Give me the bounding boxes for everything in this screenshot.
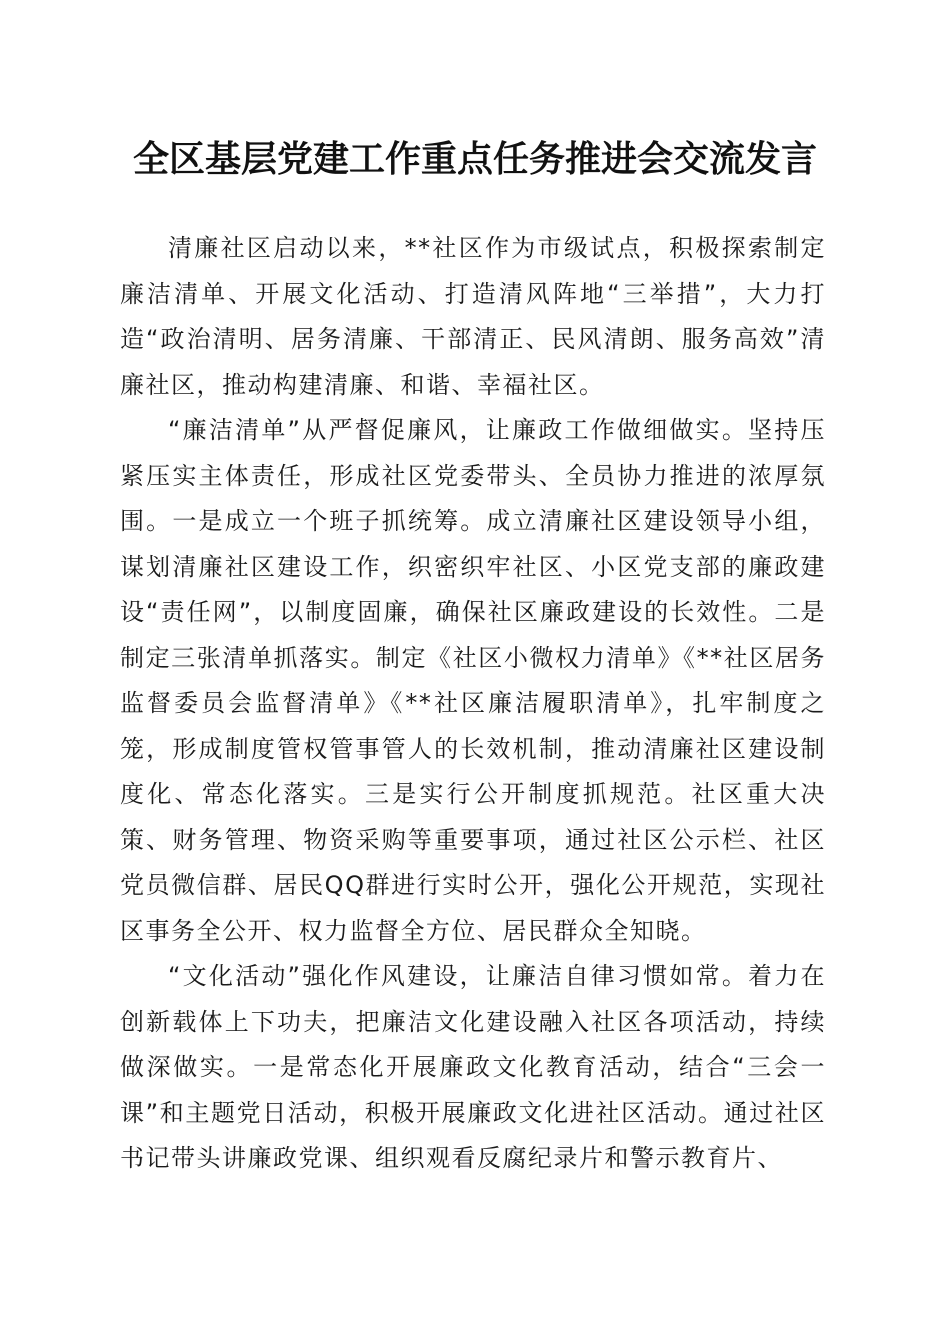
document-title: 全区基层党建工作重点任务推进会交流发言 bbox=[132, 138, 817, 180]
paragraph-integrity-list: “廉洁清单”从严督促廉风，让廉政工作做细做实。坚持压紧压实主体责任，形成社区党委带头、全员协力推进的浓厚氛围。一是成立一个班子抓统筹。成立清廉社区建设领导小组，谋划清廉社区建设工作，织密织牢社区、小区党支部的廉政建设“责任网”，以制度固廉，确保社区廉政建设的长效性。二是制定三张清单抓落实。制定《社区小微权力清单》《**社区居务监督委员会监督清单》《**社区廉洁履职清单》，扎牢制度之笼，形成制度管权管事管人的长效机制，推动清廉社区建设制度化、常态化落实。三是实行公开制度抓规范。社区重大决策、财务管理、物资采购等重要事项，通过社区公示栏、社区党员微信群、居民QQ群进行实时公开，强化公开规范，实现社区事务全公开、权力监督全方位、居民群众全知晓。 bbox=[120, 416, 826, 945]
paragraph-intro: 清廉社区启动以来，**社区作为市级试点，积极探索制定廉洁清单、开展文化活动、打造清风阵地“三举措”，大力打造“政治清明、居务清廉、干部清正、民风清朗、服务高效”清廉社区，推动构建清廉、和谐、幸福社区。 bbox=[120, 234, 826, 399]
paragraph-cultural-activities: “文化活动”强化作风建设，让廉洁自律习惯如常。着力在创新载体上下功夫，把廉洁文化建设融入社区各项活动，持续做深做实。一是常态化开展廉政文化教育活动，结合“三会一课”和主题党日活动，积极开展廉政文化进社区活动。通过社区书记带头讲廉政党课、组织观看反腐纪录片和警示教育片、 bbox=[120, 962, 826, 1172]
document-body bbox=[120, 226, 826, 1182]
